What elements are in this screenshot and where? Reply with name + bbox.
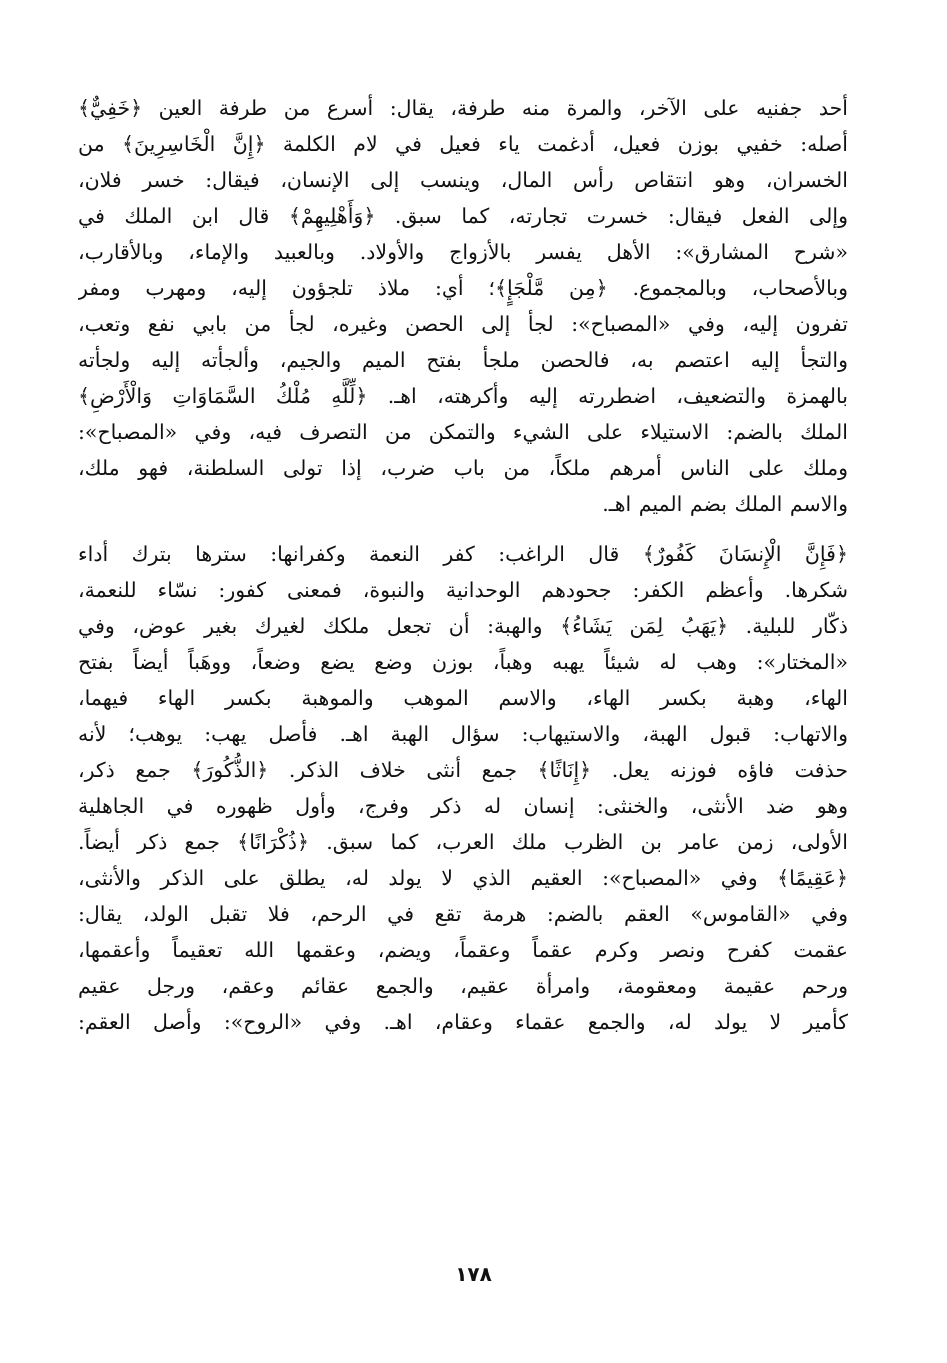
text-line: الخسران، وهو انتقاص رأس المال، وينسب إلى الإنسان، فيقال: خسر فلان، — [78, 168, 848, 192]
text-line: ﴿عَقِيمًا﴾ وفي «المصباح»: العقيم الذي لا يولد له، يطلق على الذكر والأنثى، — [78, 866, 848, 890]
text-line: شكرها. وأعظم الكفر: جحودهم الوحدانية والنبوة، فمعنى كفور: نسّاء للنعمة، — [78, 578, 848, 602]
text-line: وفي «القاموس» العقم بالضم: هرمة تقع في الرحم، فلا تقبل الولد، يقال: — [78, 902, 848, 926]
text-line: والتجأ إليه اعتصم به، فالحصن ملجأ بفتح الميم والجيم، وألجأته إليه ولجأته — [78, 348, 848, 372]
text-line: حذفت فاؤه فوزنه يعل. ﴿إِنَاثًا﴾ جمع أنثى خلاف الذكر. ﴿الذُّكُورَ﴾ جمع ذكر، — [78, 758, 848, 782]
text-line: الملك بالضم: الاستيلاء على الشيء والتمكن من التصرف فيه، وفي «المصباح»: — [78, 420, 848, 444]
paragraph-2 — [78, 536, 848, 1040]
text-line: وإلى الفعل فيقال: خسرت تجارته، كما سبق. ﴿وَأَهْلِيهِمْ﴾ قال ابن الملك في — [78, 204, 848, 228]
text-line: والاتهاب: قبول الهبة، والاستيهاب: سؤال الهبة اهـ. فأصل يهب: يوهب؛ لأنه — [78, 722, 848, 746]
text-line: «شرح المشارق»: الأهل يفسر بالأزواج والأولاد. وبالعبيد والإماء، وبالأقارب، — [78, 240, 848, 264]
text-line: أحد جفنيه على الآخر، والمرة منه طرفة، يقال: أسرع من طرفة العين ﴿خَفِيٌّ﴾ — [78, 96, 848, 120]
text-line: كأمير لا يولد له، والجمع عقماء وعقام، اهـ. وفي «الروح»: وأصل العقم: — [78, 1010, 848, 1034]
text-line: الهاء، وهبة بكسر الهاء، والاسم الموهب والموهبة بكسر الهاء فيهما، — [78, 686, 848, 710]
text-line: والاسم الملك بضم الميم اهـ. — [602, 492, 848, 516]
text-line: وبالأصحاب، وبالمجموع. ﴿مِن مَّلْجَإٍ﴾؛ أي: ملاذ تلجؤون إليه، ومهرب ومفر — [78, 276, 848, 300]
text-line: ورحم عقيمة ومعقومة، وامرأة عقيم، والجمع عقائم وعقم، ورجل عقيم — [78, 974, 848, 998]
text-line: وملك على الناس أمرهم ملكاً، من باب ضرب، إذا تولى السلطنة، فهو ملك، — [78, 456, 848, 480]
paragraph-1 — [78, 90, 848, 522]
text-line: ذكّار للبلية. ﴿يَهَبُ لِمَن يَشَاءُ﴾ والهبة: أن تجعل ملكك لغيرك بغير عوض، وفي — [78, 614, 848, 638]
page-body — [78, 90, 848, 1040]
text-line: عقمت كفرح ونصر وكرم عقماً وعقماً، ويضم، وعقمها الله تعقيماً وأعقمها، — [78, 938, 848, 962]
text-line: وهو ضد الأنثى، والخنثى: إنسان له ذكر وفرج، وأول ظهوره في الجاهلية — [78, 794, 848, 818]
text-line: ﴿فَإِنَّ الْإِنسَانَ كَفُورٌ﴾ قال الراغب: كفر النعمة وكفرانها: سترها بترك أداء — [78, 542, 848, 566]
text-line: تفرون إليه، وفي «المصباح»: لجأ إلى الحصن وغيره، لجأ من بابي نفع وتعب، — [78, 312, 848, 336]
text-line: أصله: خفيي بوزن فعيل، أدغمت ياء فعيل في لام الكلمة ﴿إِنَّ الْخَاسِرِينَ﴾ من — [78, 132, 848, 156]
page-number: ١٧٨ — [455, 1262, 492, 1286]
text-line: الأولى، زمن عامر بن الظرب ملك العرب، كما سبق. ﴿ذُكْرَانًا﴾ جمع ذكر أيضاً. — [78, 830, 848, 854]
text-line: «المختار»: وهب له شيئاً يهبه وهباً، بوزن وضع يضع وضعاً، ووهَباً أيضاً بفتح — [78, 650, 848, 674]
text-line: بالهمزة والتضعيف، اضطررته إليه وأكرهته، اهـ. ﴿لِّلَّهِ مُلْكُ السَّمَاوَاتِ وَالْأَرْضِ﴾ — [78, 384, 848, 408]
